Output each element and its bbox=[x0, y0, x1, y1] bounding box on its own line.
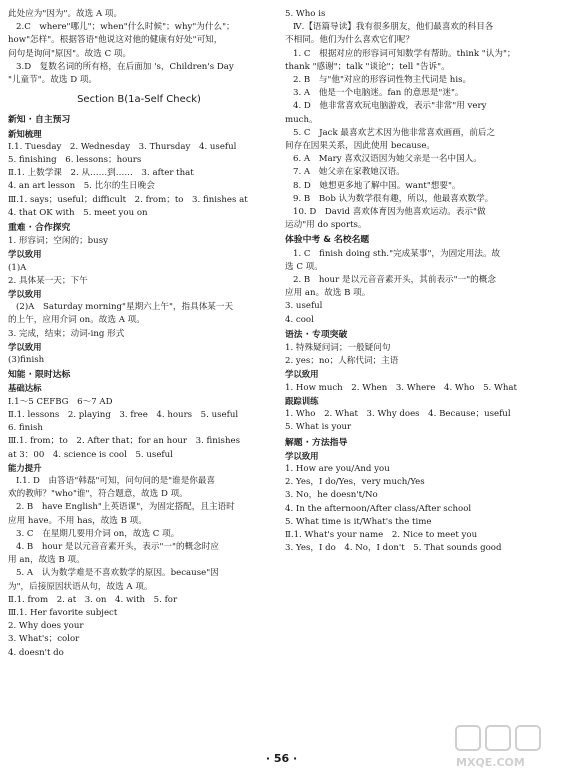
answer-line: 5. A 认为数学难是不喜欢数学的原因。because"因 bbox=[16, 568, 219, 579]
answer-line: 的上午，应用介词 on。故选 A 项。 bbox=[8, 315, 145, 326]
answer-line: Ⅰ.1. D 由答语"韩磊"可知，问句问的是"谁是你最喜 bbox=[16, 475, 216, 486]
answer-line: 2. B hour 是以元音音素开头，其前表示"一"的概念 bbox=[293, 275, 496, 286]
answer-line: 2.C where"哪儿"；when"什么时候"；why"为什么"； bbox=[16, 22, 235, 33]
section-heading: 体验中考 & 名校名题 bbox=[285, 235, 370, 246]
answer-line: Ⅱ.1. What's your name 2. Nice to meet you bbox=[285, 529, 478, 540]
answer-line: 3. A 他是一个电脑迷。fan 的意思是"迷"。 bbox=[293, 88, 464, 99]
answer-line: 5. What time is it/What's the time bbox=[285, 516, 432, 527]
answer-line: at 3：00 4. science is cool 5. useful bbox=[8, 449, 173, 460]
page-number-value: 56 bbox=[273, 752, 290, 765]
answer-line: 3. 完成，结束；动词-ing 形式 bbox=[8, 328, 125, 339]
answer-line: (3)finish bbox=[8, 355, 45, 366]
answer-line: 4. In the afternoon/After class/After school bbox=[285, 503, 472, 514]
answer-line: Ⅲ.1. says；useful；difficult 2. from；to 3. finishes at bbox=[8, 194, 248, 205]
answer-line: Ⅰ.1～5 CEFBG 6～7 AD bbox=[8, 396, 113, 407]
answer-line: 3. No，he doesn't/No bbox=[285, 490, 378, 501]
subsection-heading: 基础达标 bbox=[8, 383, 42, 394]
answer-line: 3.D 复数名词的所有格，在后面加 's，Children's Day bbox=[16, 61, 234, 72]
answer-line: 4. an art lesson 5. 比尔的生日晚会 bbox=[8, 181, 155, 192]
answer-line: 选 C 项。 bbox=[285, 261, 323, 272]
answer-line: 2. Yes，I do/Yes，very much/Yes bbox=[285, 477, 425, 488]
answer-line: 2. B have English"上英语课"，为固定搭配，且主语时 bbox=[16, 502, 235, 513]
answer-line: 1. C 根据对应的形容词可知数学有帮助。think "认为"； bbox=[293, 48, 516, 59]
answer-line: much。 bbox=[285, 114, 318, 125]
answer-line: 7. A 她父亲在家教她汉语。 bbox=[293, 167, 405, 178]
answer-line: 此处应为"因为"。故选 A 项。 bbox=[8, 9, 123, 19]
answer-line: how"怎样"。根据答语"他说这对他的健康有好处"可知， bbox=[8, 35, 223, 46]
answer-line: 为"，后接原因状语从句，故选 A 项。 bbox=[8, 581, 153, 592]
answer-line: 9. B Bob 认为数学很有趣，所以，他最喜欢数学。 bbox=[293, 193, 494, 204]
answer-line: 2. B 与"他"对应的形容词性物主代词是 his。 bbox=[293, 75, 472, 86]
answer-line: 问句是询问"原因"。故选 C 项。 bbox=[8, 48, 132, 59]
answer-line: 4. D 他非常喜欢玩电脑游戏，表示"非常"用 very bbox=[293, 101, 487, 112]
answer-line: 2. Why does your bbox=[8, 621, 84, 632]
answer-line: 6. finish bbox=[8, 423, 43, 434]
answer-line: 1. 形容词；空闲的；busy bbox=[8, 236, 108, 247]
answer-line: (2)A Saturday morning"星期六上午"，指具体某一天 bbox=[16, 302, 234, 313]
answer-line: 6. A Mary 喜欢汉语因为她父亲是一名中国人。 bbox=[293, 154, 482, 165]
answer-line: 应用 have。不用 has，故选 B 项。 bbox=[8, 515, 147, 526]
answer-line: 4. that OK with 5. meet you on bbox=[8, 207, 148, 218]
answer-line: 5. C Jack 最喜欢艺术因为他非常喜欢画画，前后之 bbox=[293, 127, 496, 138]
answer-line: 间存在因果关系，因此使用 because。 bbox=[285, 141, 436, 152]
answer-line: 运动"用 do sports。 bbox=[285, 220, 367, 231]
answer-line: 5. What is your bbox=[285, 422, 352, 433]
answer-line: 8. D 她想更多地了解中国。want"想要"。 bbox=[293, 180, 461, 191]
subsection-heading: 新知梳理 bbox=[8, 128, 42, 139]
answer-line: 3. Yes，I do 4. No，I don't 5. That sounds good bbox=[285, 543, 502, 554]
watermark-logo-icon bbox=[452, 722, 556, 772]
answer-line: 2. 具体某一天；下午 bbox=[8, 275, 88, 286]
section-heading: 解题 · 方法指导 bbox=[285, 437, 348, 448]
answer-line: Ⅱ.1. from 2. at 3. on 4. with 5. for bbox=[8, 594, 178, 605]
answer-line: 10. D David 喜欢体育因为他喜欢运动。表示"做 bbox=[293, 207, 486, 218]
answer-line: 1. C finish doing sth."完成某事"，为固定用法。故 bbox=[293, 248, 501, 259]
subsection-heading: 学以致用 bbox=[8, 341, 42, 352]
subsection-heading: 学以致用 bbox=[285, 450, 319, 461]
answer-line: Ⅱ.1. 上数学课 2. 从……到…… 3. after that bbox=[8, 168, 194, 179]
left-column bbox=[8, 8, 270, 660]
section-heading: 新知 · 自主预习 bbox=[8, 115, 71, 126]
answer-line: 1. 特殊疑问词；一般疑问句 bbox=[285, 343, 391, 354]
answer-line: 2. yes；no；人称代词；主语 bbox=[285, 356, 399, 367]
answer-line: "儿童节"。故选 D 项。 bbox=[8, 75, 98, 86]
subsection-heading: 学以致用 bbox=[8, 289, 42, 300]
answer-line: 4. cool bbox=[285, 314, 314, 325]
answer-line: 3. C 在星期几要用介词 on，故选 C 项。 bbox=[16, 528, 180, 539]
answer-line: Ⅲ.1. from；to 2. After that；for an hour 3. finishes bbox=[8, 436, 240, 447]
answer-line: 欢的教师？"who"谁"，符合题意，故选 D 项。 bbox=[8, 489, 188, 500]
answer-line: 3. What's；color bbox=[8, 634, 80, 645]
page-number: · 56 · bbox=[265, 752, 298, 765]
answer-line: thank "感谢"；talk "谈论"；tell "告诉"。 bbox=[285, 61, 450, 72]
svg-text:MXQE.COM: MXQE.COM bbox=[456, 756, 525, 769]
answer-line: 3. useful bbox=[285, 301, 323, 312]
answer-line: 用 an，故选 B 项。 bbox=[8, 555, 85, 566]
section-heading: 重难 · 合作探究 bbox=[8, 223, 71, 234]
answer-line: Ⅲ.1. Her favorite subject bbox=[8, 607, 118, 618]
answer-line: 1. How much 2. When 3. Where 4. Who 5. What bbox=[285, 382, 517, 393]
answer-line: 4. B hour 是以元音音素开头，表示"一"的概念时应 bbox=[16, 541, 219, 552]
subsection-heading: 学以致用 bbox=[285, 369, 319, 380]
answer-line: 1. How are you/And you bbox=[285, 463, 390, 474]
answer-line: Ⅳ.【语篇导读】我有很多朋友，他们最喜欢的科目各 bbox=[293, 22, 494, 33]
subsection-heading: 能力提升 bbox=[8, 462, 42, 473]
subsection-heading: 学以致用 bbox=[8, 249, 42, 260]
answer-line: 不相同。他们为什么喜欢它们呢？ bbox=[285, 35, 414, 46]
answer-line: 5. finishing 6. lessons；hours bbox=[8, 155, 142, 166]
answer-line: (1)A bbox=[8, 262, 27, 273]
answer-line: Ⅰ.1. Tuesday 2. Wednesday 3. Thursday 4. useful bbox=[8, 141, 237, 152]
section-heading: 语法 · 专项突破 bbox=[285, 329, 348, 340]
answer-line: 应用 an。故选 B 项。 bbox=[285, 288, 371, 299]
answer-line: 5. Who is bbox=[285, 9, 326, 19]
answer-line: Ⅱ.1. lessons 2. playing 3. free 4. hours 5. useful bbox=[8, 409, 239, 420]
answer-line: 4. doesn't do bbox=[8, 647, 64, 658]
answer-line: 1. Who 2. What 3. Why does 4. Because；useful bbox=[285, 409, 511, 420]
right-column bbox=[285, 8, 553, 555]
section-heading: 知能 · 限时达标 bbox=[8, 370, 71, 381]
section-title: Section B(1a-Self Check) bbox=[77, 94, 201, 106]
subsection-heading: 跟踪训练 bbox=[285, 395, 319, 406]
